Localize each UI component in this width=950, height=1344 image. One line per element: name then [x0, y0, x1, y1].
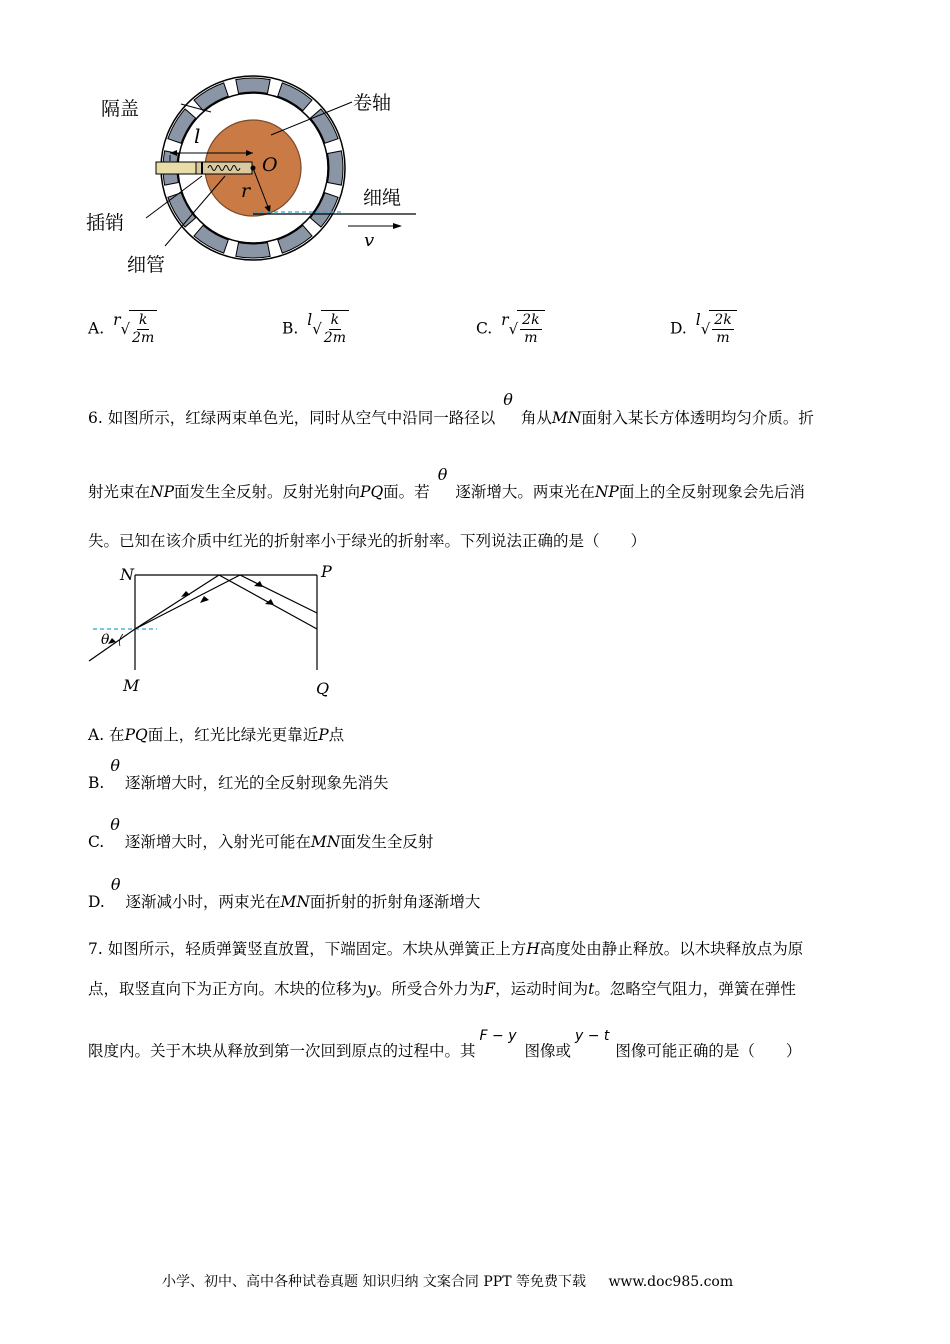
label-l: l: [194, 124, 201, 148]
label-theta: θ: [101, 632, 110, 648]
q6-option-c[interactable]: C.θ逐渐增大时，入射光可能在MN面发生全反射: [88, 815, 434, 851]
label-v: v: [364, 230, 375, 251]
q6-line2: 射光束在NP面发生全反射。反射光射向PQ面。若θ逐渐增大。两束光在NP面上的全反射现象会先后消: [88, 465, 805, 501]
label-O: O: [262, 154, 278, 176]
q5-option-b[interactable]: B. l √ $\frac{k}{2m}$: [282, 310, 349, 347]
q5-option-a[interactable]: A. r √ $\frac{k}{2m}$: [88, 310, 157, 347]
cover-segment: [236, 243, 270, 258]
q6-line1: 6. 如图所示，红绿两束单色光，同时从空气中沿同一路径以θ角从MN面射入某长方体透明均匀介质。折: [88, 390, 814, 427]
refracted-ray-1: [135, 575, 219, 629]
label-N: N: [120, 565, 134, 584]
label-P: P: [321, 562, 332, 581]
refracted-ray-2: [135, 575, 240, 629]
q6-option-b[interactable]: B.θ逐渐增大时，红光的全反射现象先消失: [88, 756, 389, 792]
cover-segment: [328, 151, 343, 185]
q5-option-d[interactable]: D. l √ $\frac{2k}{m}$: [670, 310, 737, 347]
footer-link[interactable]: www.doc985.com: [608, 1274, 734, 1290]
q6-option-d[interactable]: D.θ逐渐减小时，两束光在MN面折射的折射角逐渐增大: [88, 875, 481, 911]
label-spool: 卷轴: [353, 92, 392, 114]
q6-line3: 失。已知在该介质中红光的折射率小于绿光的折射率。下列说法正确的是（ ）: [88, 532, 647, 550]
footer: [162, 1271, 733, 1291]
q7-line2: 点，取竖直向下为正方向。木块的位移为y。所受合外力为F，运动时间为t。忽略空气阻力，弹簧在弹性: [88, 980, 796, 998]
label-r: r: [241, 180, 251, 202]
footer-text: 小学、初中、高中各种试卷真题 知识归纳 文案合同 PPT 等免费下载: [162, 1274, 586, 1290]
incident-ray: [89, 629, 135, 661]
label-tube: 细管: [127, 254, 166, 276]
label-pin: 插销: [86, 212, 125, 234]
q7-line1: 7. 如图所示，轻质弹簧竖直放置，下端固定。木块从弹簧正上方H高度处由静止释放。以木块释放点为原: [88, 940, 804, 958]
label-Q: Q: [316, 679, 330, 698]
label-M: M: [123, 676, 140, 695]
label-rope: 细绳: [363, 187, 402, 209]
q5-option-c[interactable]: C. r √ $\frac{2k}{m}$: [476, 310, 545, 347]
q7-line3: 限度内。关于木块从释放到第一次回到原点的过程中。其F − y图像或y − t图像可能正确的是（ ）: [88, 1028, 802, 1060]
q6-option-a[interactable]: A. 在PQ面上，红光比绿光更靠近P点: [88, 726, 345, 744]
label-cover: 隔盖: [101, 98, 140, 120]
cover-segment: [236, 78, 270, 93]
pin: [156, 162, 196, 174]
